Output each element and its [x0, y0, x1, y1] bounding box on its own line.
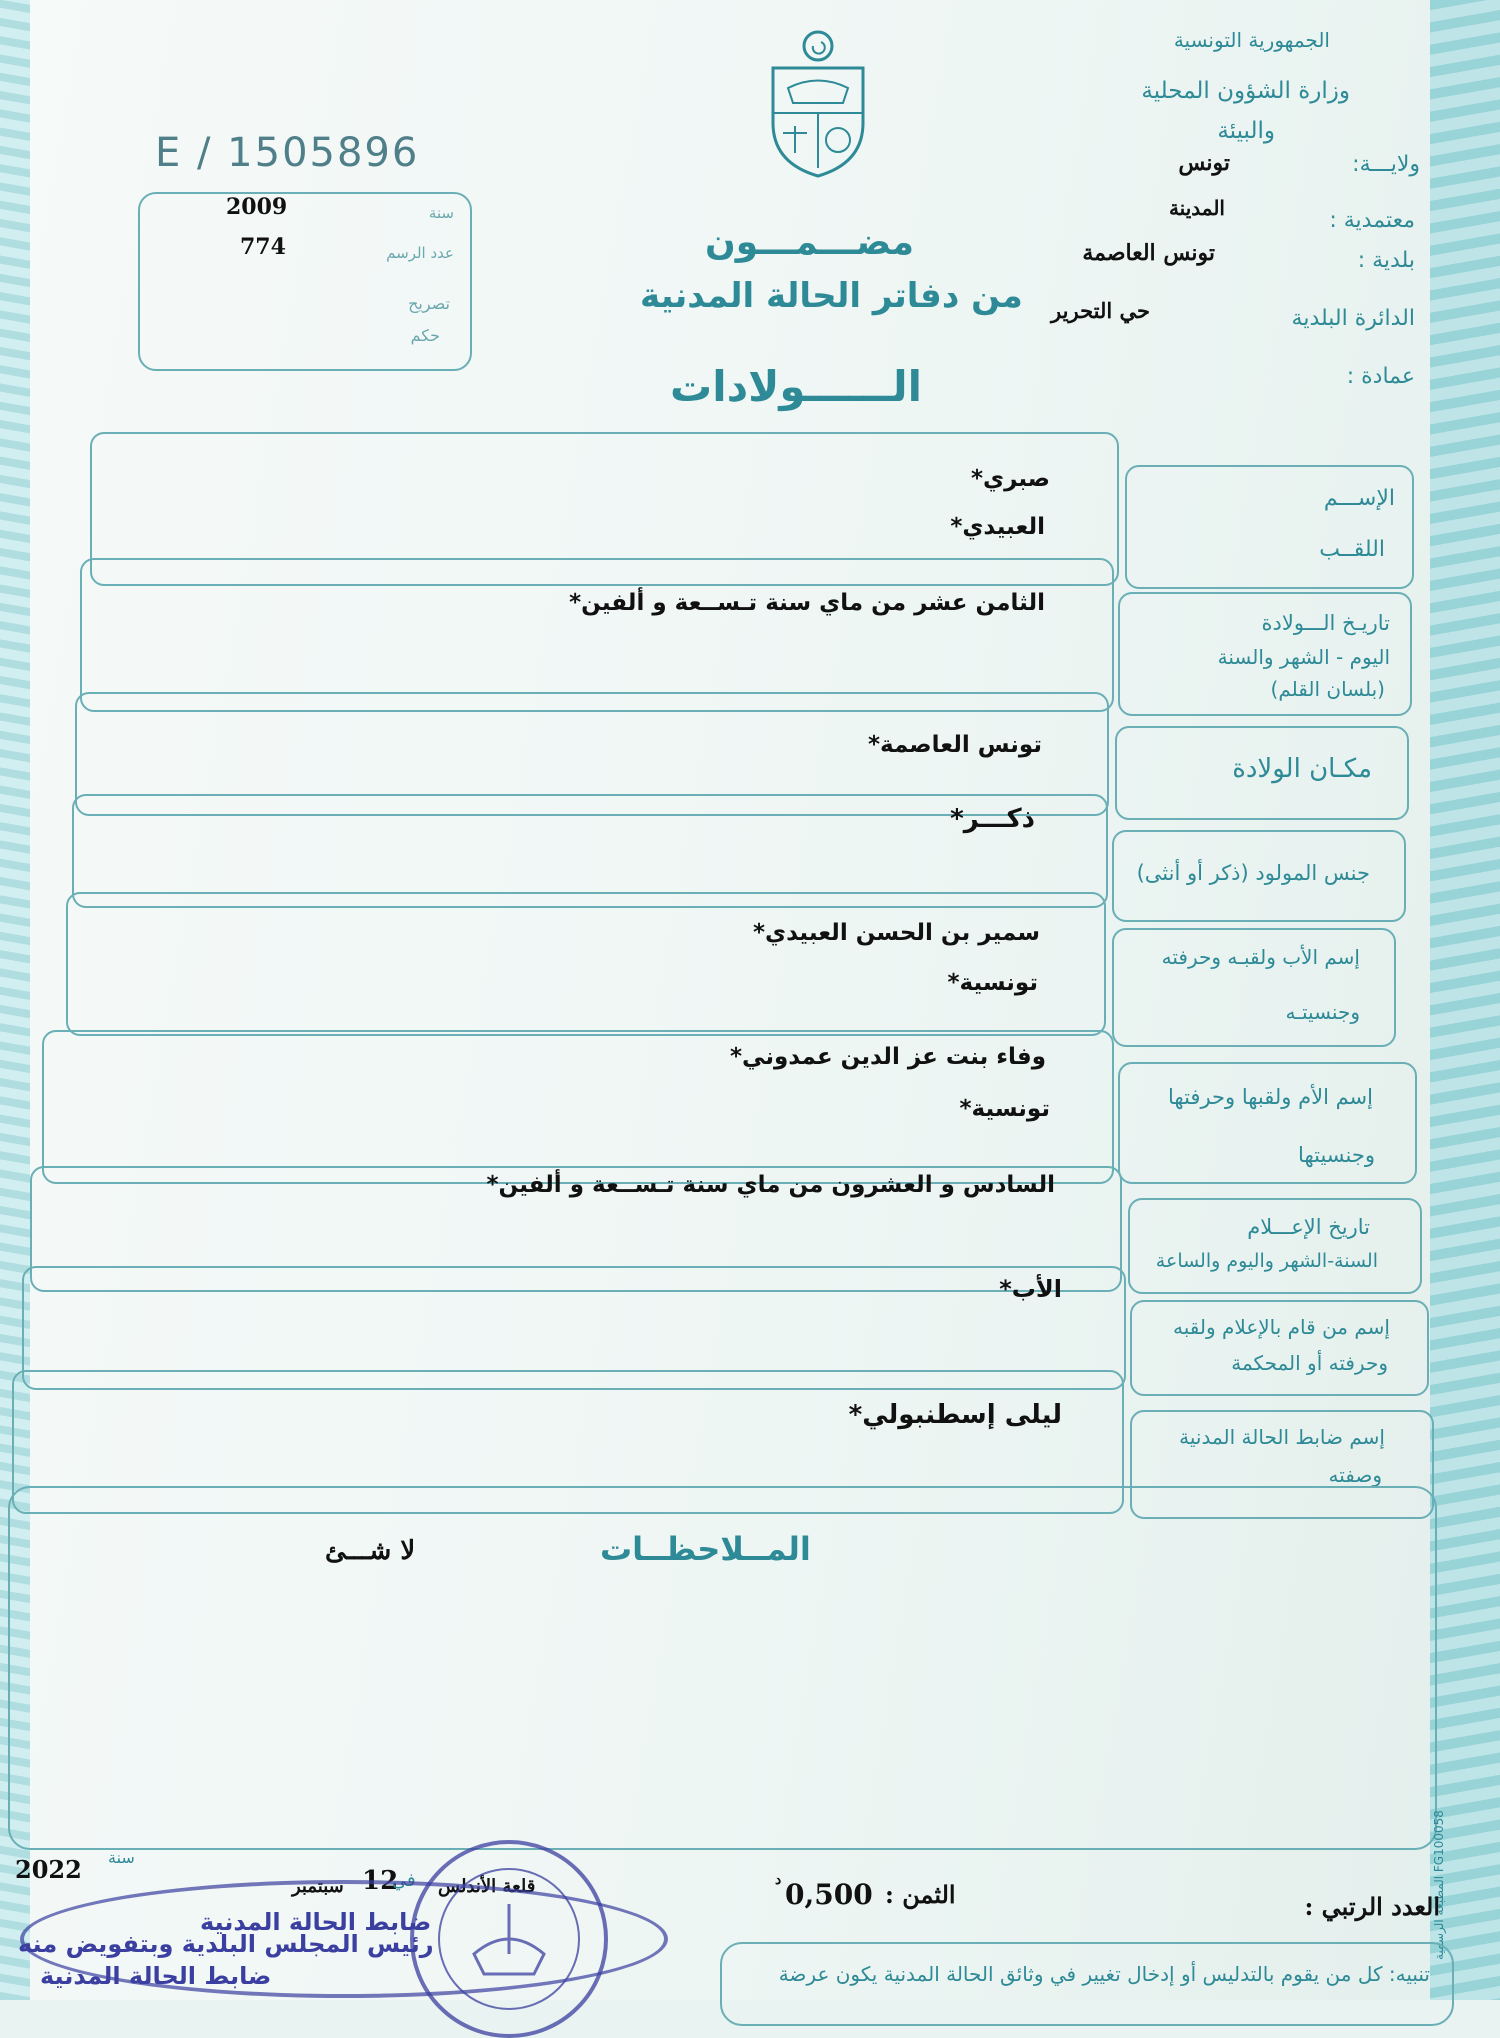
mutamadiya-label: معتمدية : [1329, 208, 1415, 233]
ministry-line-2: والبيئة [1217, 118, 1275, 144]
register-number-value: 774 [240, 234, 286, 260]
register-box [138, 192, 472, 371]
label-officer-title: وصفته [1328, 1463, 1382, 1487]
value-declaration-date: السادس و العشرون من ماي سنة تـســعة و ألفين* [486, 1172, 1055, 1198]
label-surname: اللقــب [1319, 537, 1385, 562]
omada-label: عمادة : [1346, 364, 1415, 389]
document-title: مضـــمـــون [705, 222, 915, 263]
value-surname: العبيدي* [950, 514, 1045, 540]
label-sex: جنس المولود (ذكر أو أنثى) [1136, 861, 1370, 885]
label-declarant: إسم من قام بالإعلام ولقبه [1173, 1315, 1390, 1339]
printer-mark: المطبعة الرسمية FG100058 [1432, 1810, 1446, 1960]
tunisia-coat-of-arms-icon [763, 28, 873, 178]
baladiya-value: تونس العاصمة [1082, 240, 1215, 266]
stamp-officer-line-1: ضابط الحالة المدنية [200, 1908, 432, 1936]
mutamadiya-value: المدينة [1168, 196, 1225, 220]
value-first-name: صبري* [970, 466, 1050, 492]
issue-day: 12 [362, 1866, 399, 1896]
label-birth-place: مكـان الولادة [1232, 754, 1372, 784]
register-year-label: سنة [428, 204, 454, 222]
value-sex: ذكـــر* [950, 804, 1035, 834]
price-value: 0,500 [785, 1878, 873, 1911]
daira-label: الدائرة البلدية [1291, 306, 1415, 331]
label-declaration-date-format: السنة-الشهر واليوم والساعة [1155, 1250, 1378, 1272]
issue-year-label: سنة [108, 1848, 135, 1867]
label-declaration-date: تاريخ الإعـــلام [1247, 1215, 1370, 1239]
section-title-births: الــــــولادات [670, 362, 923, 411]
serial-number: E / 1505896 [155, 130, 420, 176]
register-declaration-label: تصريح [408, 294, 450, 313]
label-mother-nationality: وجنسيتها [1298, 1143, 1375, 1167]
value-declarant: الأب* [999, 1275, 1062, 1303]
value-father: سمير بن الحسن العبيدي* [753, 920, 1040, 946]
issue-month: سبتمبر [292, 1876, 344, 1897]
remarks-label: المــلاحظــات [600, 1530, 811, 1568]
label-declarant-profession: وحرفته أو المحكمة [1231, 1351, 1388, 1375]
row-frame-birth-date [80, 558, 1114, 712]
label-father-nationality: وجنسيتـه [1285, 1000, 1360, 1024]
value-mother: وفاء بنت عز الدين عمدوني* [730, 1044, 1046, 1070]
value-officer: ليلى إسطنبولي* [848, 1400, 1062, 1430]
wilaya-value: تونس [1178, 150, 1230, 176]
value-father-nationality: تونسية* [947, 970, 1038, 996]
register-judgment-label: حكم [410, 326, 440, 345]
label-first-name: الإســـم [1323, 486, 1395, 511]
label-mother: إسم الأم ولقبها وحرفتها [1168, 1085, 1373, 1109]
price-unit: د [775, 1872, 782, 1888]
issue-year-value: 2022 [15, 1855, 82, 1884]
remarks-value: لا شـــئ [325, 1536, 416, 1566]
daira-value: حي التحرير [1051, 298, 1150, 323]
register-year-value: 2009 [226, 194, 288, 220]
row-frame-father [66, 892, 1106, 1036]
stamp-officer-line-3: ضابط الحالة المدنية [40, 1962, 272, 1990]
footer-serial-label: العدد الرتبي : [1304, 1892, 1440, 1921]
value-birth-date: الثامن عشر من ماي سنة تـســعة و ألفين* [569, 590, 1045, 616]
issue-place: قلعة الأندلس [438, 1876, 536, 1897]
price-label: الثمن : [885, 1880, 956, 1909]
label-father: إسم الأب ولقبـه وحرفته [1161, 945, 1360, 969]
document-subtitle: من دفاتر الحالة المدنية [640, 276, 1023, 316]
label-birth-date: تاريـخ الـــولادة [1261, 611, 1390, 635]
stamp-officer-line-2: رئيس المجلس البلدية وبتفويض منه [18, 1930, 434, 1958]
wilaya-label: ولايـــة: [1352, 152, 1420, 177]
value-mother-nationality: تونسية* [959, 1096, 1050, 1122]
label-birth-date-format: اليوم - الشهر والسنة [1217, 645, 1390, 669]
baladiya-label: بلدية : [1357, 248, 1415, 273]
ministry-line-1: وزارة الشؤون المحلية [1141, 78, 1350, 104]
value-birth-place: تونس العاصمة* [868, 732, 1042, 758]
legal-notice: تنبيه: كل من يقوم بالتدليس أو إدخال تغيير في وثائق الحالة المدنية يكون عرضة [778, 1962, 1430, 1986]
issue-in: في [392, 1870, 416, 1891]
register-number-label: عدد الرسم [386, 244, 454, 262]
label-birth-date-words: (بلسان القلم) [1270, 677, 1385, 701]
label-officer: إسم ضابط الحالة المدنية [1179, 1425, 1385, 1449]
republic-header: الجمهورية التونسية [1173, 28, 1330, 52]
